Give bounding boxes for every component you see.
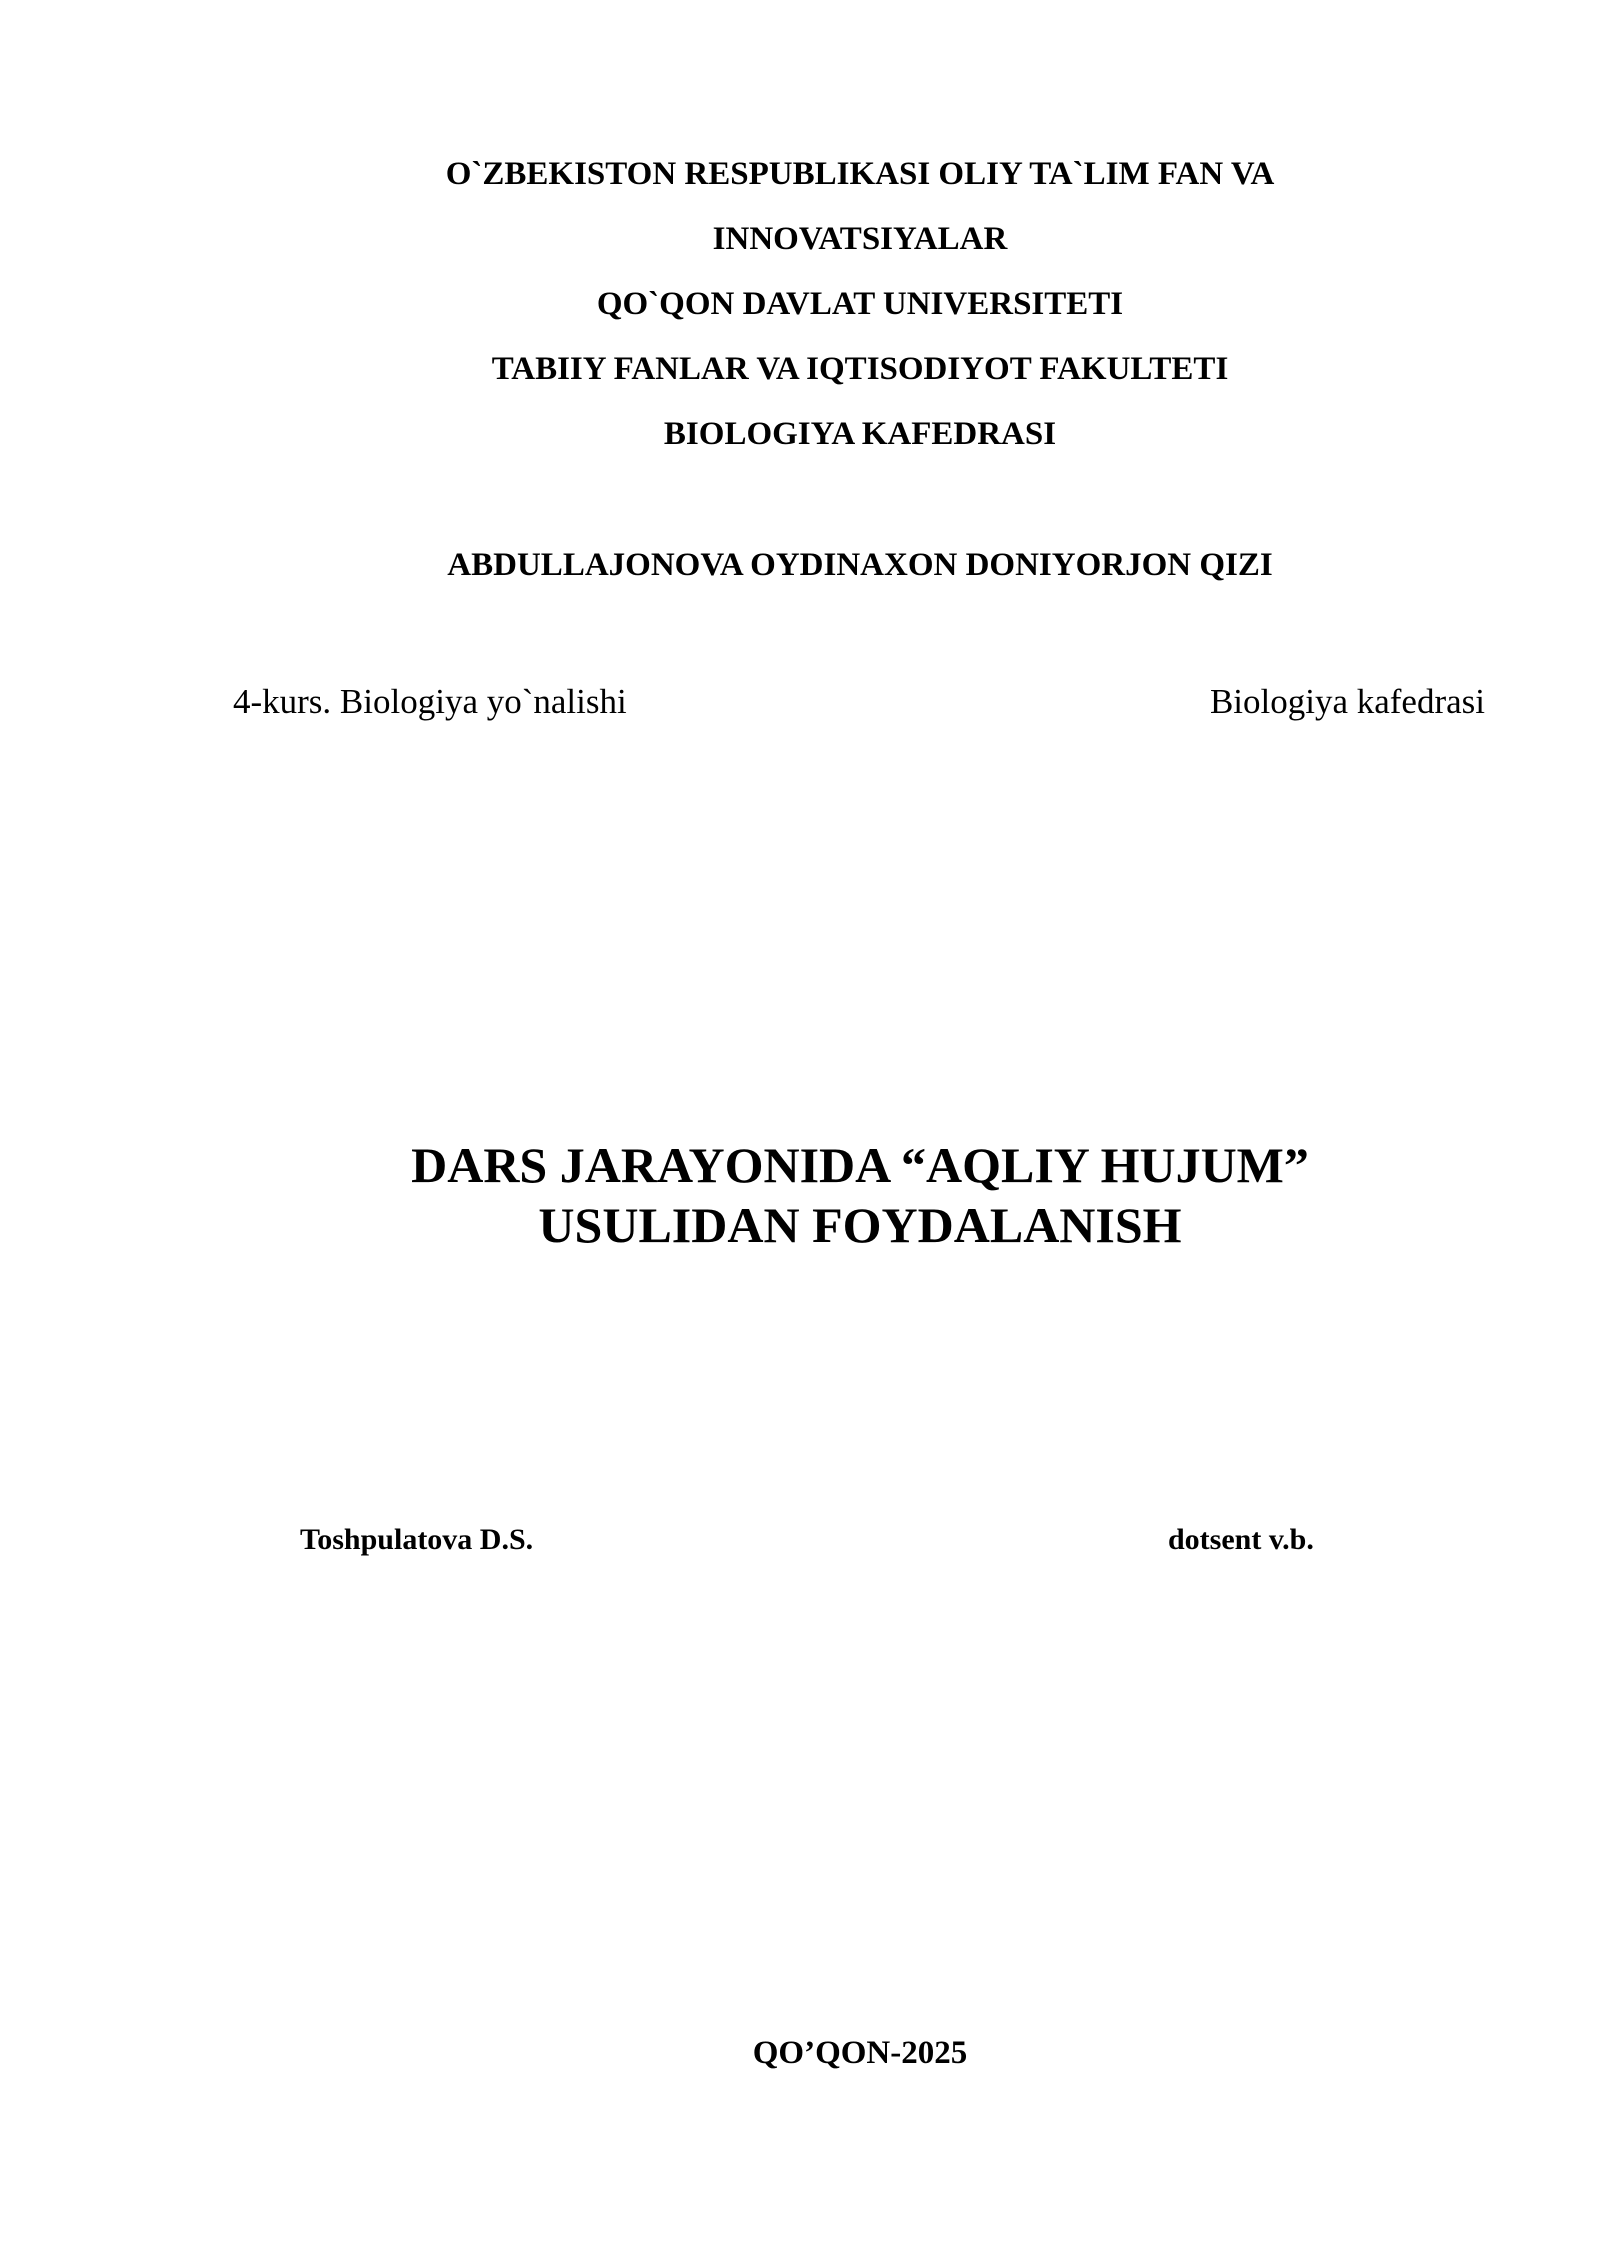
department-name: BIOLOGIYA KAFEDRASI (663, 416, 1057, 452)
ministry-heading-line-1: O`ZBEKISTON RESPUBLIKASI OLIY TA`LIM FAN VA (445, 156, 1275, 192)
faculty-name: TABIIY FANLAR VA IQTISODIYOT FAKULTETI (491, 351, 1229, 387)
ministry-heading-line-2: INNOVATSIYALAR (712, 221, 1008, 257)
student-name: ABDULLAJONOVA OYDINAXON DONIYORJON QIZI (447, 547, 1273, 583)
supervisor-name: Toshpulatova D.S. (300, 1523, 534, 1556)
city-year: QO’QON-2025 (752, 2035, 968, 2071)
student-department: Biologiya kafedrasi (1209, 682, 1485, 721)
supervisor-rank: dotsent v.b. (1168, 1523, 1314, 1556)
university-name: QO`QON DAVLAT UNIVERSITETI (596, 286, 1124, 322)
thesis-title-line-1: DARS JARAYONIDA “AQLIY HUJUM” (411, 1137, 1309, 1193)
thesis-title (0, 1135, 1600, 1255)
student-course: 4-kurs. Biologiya yo`nalishi (233, 682, 627, 721)
thesis-title-line-2: USULIDAN FOYDALANISH (538, 1197, 1182, 1253)
